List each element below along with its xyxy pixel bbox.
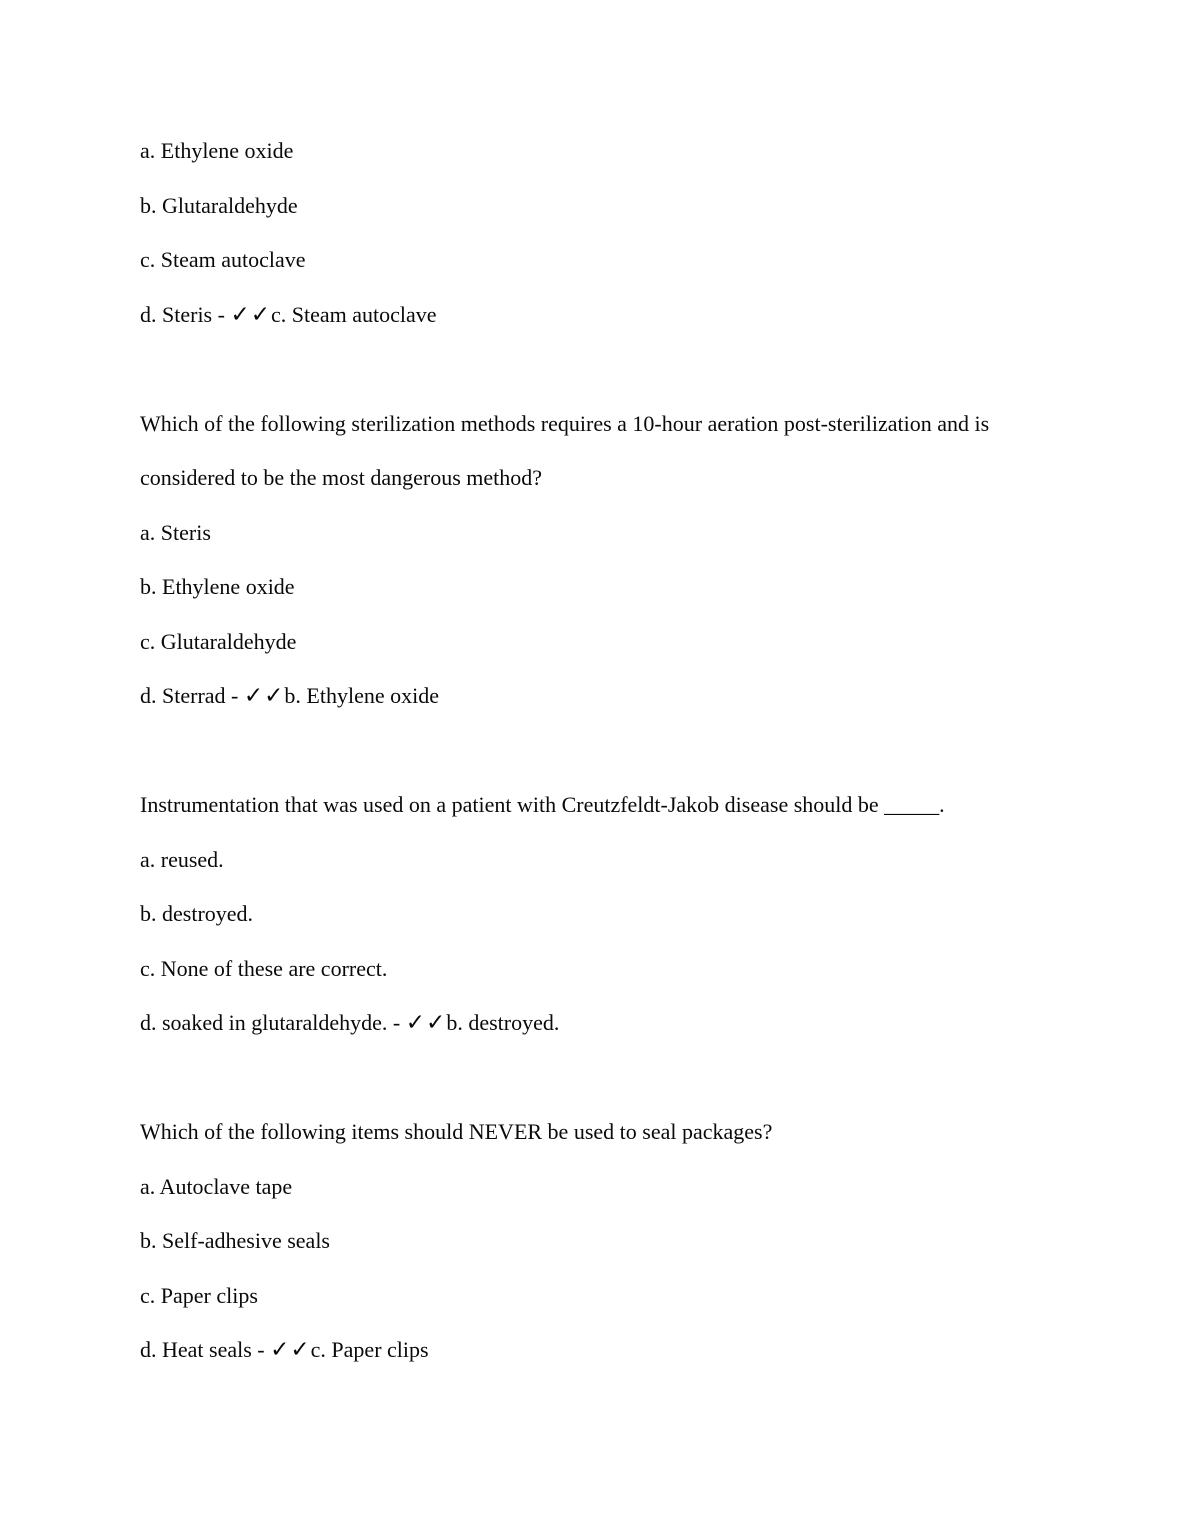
option-d-text: d. soaked in glutaraldehyde. - — [140, 1010, 406, 1035]
question-text-line-1: Which of the following sterilization methods requires a 10-hour aeration post-sterilization and is — [140, 410, 990, 436]
checkmark-icon: ✓✓ — [405, 1010, 447, 1036]
option-c: c. Paper clips — [140, 1282, 258, 1308]
question-text-line-2: considered to be the most dangerous method? — [140, 465, 543, 490]
correct-answer-text: b. destroyed. — [446, 1010, 560, 1035]
option-b: b. Self-adhesive seals — [140, 1228, 330, 1253]
checkmark-icon: ✓✓ — [230, 301, 271, 328]
option-d-text: d. Sterrad - — [140, 683, 244, 708]
checkmark-icon: ✓✓ — [243, 683, 285, 709]
option-d-text: d. Steris - — [140, 301, 231, 327]
option-d-text: d. Heat seals - — [140, 1337, 271, 1362]
question-block-4 — [140, 1105, 989, 1378]
option-d-with-answer — [140, 1323, 989, 1378]
correct-answer-text: b. Ethylene oxide — [284, 683, 439, 708]
checkmark-icon: ✓✓ — [270, 1337, 311, 1363]
correct-answer-text: c. Paper clips — [310, 1337, 429, 1362]
option-c: c. None of these are correct. — [140, 955, 388, 981]
option-c: c. Steam autoclave — [140, 247, 306, 272]
option-b: b. Ethylene oxide — [140, 574, 295, 599]
option-d-with-answer — [140, 996, 989, 1051]
option-c: c. Glutaraldehyde — [140, 628, 297, 654]
question-block-2 — [140, 397, 989, 724]
question-text-line-1: Instrumentation that was used on a patient with Creutzfeldt-Jakob disease should be _____. — [140, 792, 945, 817]
question-text-line-1: Which of the following items should NEVER be used to seal packages? — [140, 1119, 773, 1144]
option-a: a. Autoclave tape — [140, 1173, 293, 1199]
document-body — [140, 124, 989, 1378]
option-a: a. Ethylene oxide — [140, 138, 294, 163]
option-b: b. destroyed. — [140, 901, 254, 926]
option-a: a. Steris — [140, 519, 211, 545]
correct-answer-text: c. Steam autoclave — [271, 301, 437, 327]
option-d-with-answer — [140, 288, 989, 343]
option-a: a. reused. — [140, 846, 224, 872]
question-block-3 — [140, 778, 989, 1051]
question-block-1 — [140, 124, 989, 342]
option-b: b. Glutaraldehyde — [140, 192, 298, 218]
option-d-with-answer — [140, 669, 989, 724]
